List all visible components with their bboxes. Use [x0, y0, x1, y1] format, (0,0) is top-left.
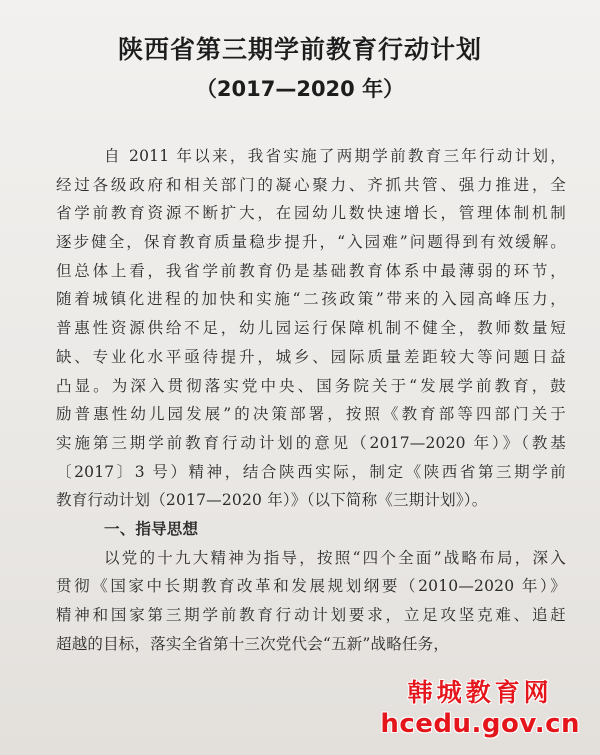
- text-line: 贯彻《国家中长期教育改革和发展规划纲要（2010—2020 年）》: [56, 577, 566, 596]
- text-line: 经过各级政府和相关部门的凝心聚力、齐抓共管、强力推进，全: [56, 175, 566, 194]
- text-line: 随着城镇化进程的加快和实施“二孩政策”带来的入园高峰压力，: [56, 290, 566, 309]
- paragraph-1: [56, 142, 566, 515]
- document-title: 陕西省第三期学前教育行动计划: [117, 35, 482, 64]
- text-line: 超越的目标，落实全省第十三次党代会“五新”战略任务，: [56, 634, 450, 653]
- watermark-name: 韩城教育网: [407, 678, 553, 707]
- text-line: 精神和国家第三期学前教育行动计划要求，立足攻坚克难、追赶: [56, 606, 566, 624]
- text-line: 以党的十九大精神为指导，按照“四个全面”战略布局，深入: [104, 548, 566, 567]
- text-line: 实施第三期学前教育行动计划的意见（2017—2020 年）》（教基: [56, 433, 566, 452]
- watermark-url: hcedu.gov.cn: [380, 709, 580, 739]
- text-line: 自 2011 年以来，我省实施了两期学前教育三年行动计划，: [104, 147, 566, 165]
- text-line: 〔2017〕3 号）精神，结合陕西实际，制定《陕西省第三期学前: [56, 462, 566, 481]
- document-subtitle: （2017—2020 年）: [195, 77, 405, 101]
- paragraph-2: [56, 544, 566, 659]
- text-line: 逐步健全，保育教育质量稳步提升，“入园难”问题得到有效缓解。: [56, 233, 566, 252]
- text-line: 省学前教育资源不断扩大，在园幼儿数快速增长，管理体制机制: [56, 204, 566, 223]
- section-heading-guiding-ideology: 一、指导思想: [104, 519, 199, 538]
- text-line: 励普惠性幼儿园发展”的决策部署，按照《教育部等四部门关于: [56, 405, 566, 424]
- site-watermark: [380, 678, 580, 740]
- text-line: 但总体上看，我省学前教育仍是基础教育体系中最薄弱的环节，: [56, 261, 566, 280]
- text-line: 普惠性资源供给不足，幼儿园运行保障机制不健全，教师数量短: [56, 319, 566, 338]
- document-body: [56, 142, 566, 658]
- text-line: 缺、专业化水平亟待提升，城乡、园际质量差距较大等问题日益: [56, 347, 566, 366]
- text-line: 教育行动计划（2017—2020 年）》（以下简称《三期计划》）。: [56, 491, 488, 510]
- text-line: 凸显。为深入贯彻落实党中央、国务院关于“发展学前教育，鼓: [56, 376, 566, 395]
